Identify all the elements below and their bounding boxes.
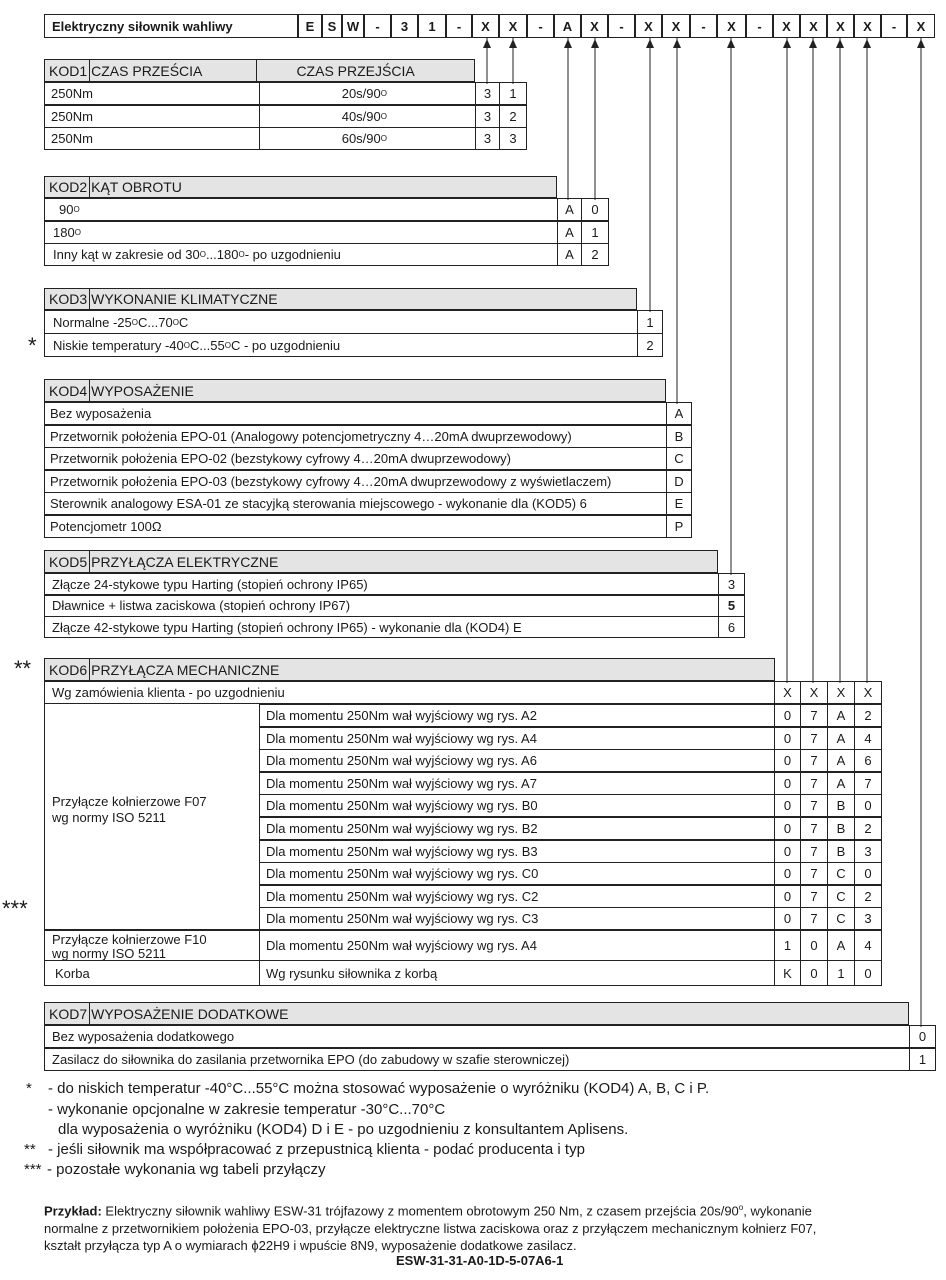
kod-code: KOD7 <box>45 1003 90 1024</box>
example-text: , wykonanie <box>743 1203 812 1219</box>
note-text: - do niskich temperatur -40°C...55°C można stosować wyposażenie o wyróżniku (KOD4) A, B, C i P. <box>48 1080 710 1097</box>
note-mark: * <box>26 1080 32 1097</box>
note-text: dla wyposażenia o wyróżniku (KOD4) D i E - po uzgodnieniu z konsultantem Aplisens. <box>58 1121 629 1138</box>
kod1-code-cell: 3 <box>475 127 500 150</box>
kod1-code-cell: 2 <box>499 105 527 128</box>
code-cell: X <box>854 14 881 38</box>
kod6-code-cell: X <box>854 681 882 704</box>
kod6-code-cell: C <box>827 907 855 930</box>
arrow-head <box>809 39 817 48</box>
note-mark: *** <box>24 1161 42 1178</box>
kod6-code-cell: 0 <box>774 727 801 750</box>
kod-code: KOD1 <box>45 60 90 81</box>
code-cell: S <box>322 14 342 38</box>
kod6-code-cell: 0 <box>774 907 801 930</box>
degree-sup: O <box>199 250 206 259</box>
arrow-head <box>564 39 572 48</box>
kod1-code-cell: 3 <box>499 127 527 150</box>
kod-header-title: PRZYŁĄCZA MECHANICZNE <box>91 661 280 678</box>
kod4-row: Potencjometr 100Ω <box>44 515 667 538</box>
kod6-f07-row: Dla momentu 250Nm wał wyjściowy wg rys. A7 <box>259 772 775 795</box>
kod4-row: Przetwornik położenia EPO-02 (bezstykowy cyfrowy 4…20mA dwuprzewodowy) <box>44 447 667 470</box>
kod6-code-cell: X <box>827 681 855 704</box>
kod6-code-cell: A <box>827 727 855 750</box>
kod7-row: Zasilacz do siłownika do zasilania przetwornika EPO (do zabudowy w szafie sterowniczej) <box>44 1048 910 1071</box>
kod4-code-cell: P <box>666 515 692 538</box>
code-cell: - <box>527 14 554 38</box>
kod6-code-cell: 1 <box>774 930 801 961</box>
kod-code: KOD4 <box>45 380 90 401</box>
kod6-f07-row: Dla momentu 250Nm wał wyjściowy wg rys. B2 <box>259 817 775 840</box>
kod2-code-cell: A <box>557 221 582 244</box>
kod3-text: C <box>178 314 189 330</box>
kod1-header-right: CZAS PRZEJŚCIA <box>256 60 474 81</box>
kod6-code-cell: 0 <box>854 960 882 986</box>
code-cell: X <box>499 14 527 38</box>
code-cell: - <box>881 14 907 38</box>
code-cell: X <box>800 14 827 38</box>
time-value: 60s/90 <box>341 131 381 146</box>
degree-sup: O <box>131 317 138 327</box>
kod4-code-cell: B <box>666 425 692 448</box>
example-label: Przykład: <box>44 1203 102 1219</box>
kod7-code-cell: 0 <box>909 1025 936 1048</box>
kod2-text: ...180 <box>205 247 239 262</box>
kod6-code-cell: 6 <box>854 749 882 772</box>
kod6-code-cell: 0 <box>774 772 801 795</box>
kod2-text: - po uzgodnieniu <box>244 247 341 262</box>
kod6-code-cell: 0 <box>774 704 801 727</box>
arrow-head <box>783 39 791 48</box>
example-text: Elektryczny siłownik wahliwy ESW-31 trójfazowy z momentem obrotowym 250 Nm, z czasem przejścia 20s/90 <box>101 1203 739 1219</box>
kod2-code-cell: A <box>557 198 582 221</box>
kod3-text: C...70 <box>138 314 173 330</box>
kod4-row: Przetwornik położenia EPO-03 (bezstykowy cyfrowy 4…20mA dwuprzewodowy z wyświetlaczem) <box>44 470 667 493</box>
kod-header-title: WYPOSAŻENIE DODATKOWE <box>91 1005 289 1022</box>
kod6-code-cell: 4 <box>854 727 882 750</box>
degree-sup: O <box>224 340 231 350</box>
kod2-text: 180 <box>53 224 75 240</box>
note-text: - wykonanie opcjonalne w zakresie temperatur -30°C...70°C <box>48 1101 446 1118</box>
kod6-code-cell: A <box>827 772 855 795</box>
f07-label-2: wg normy ISO 5211 <box>52 810 166 825</box>
f07-label-1: Przyłącze kołnierzowe F07 <box>52 794 207 809</box>
kod1-torque: 250Nm <box>44 82 260 105</box>
code-cell: E <box>298 14 322 38</box>
kod5-row: Złącze 42-stykowe typu Harting (stopień ochrony IP65) - wykonanie dla (KOD4) E <box>44 616 719 638</box>
kod6-code-cell: X <box>774 681 801 704</box>
kod4-code-cell: C <box>666 447 692 470</box>
kod6-f07-row: Dla momentu 250Nm wał wyjściowy wg rys. B0 <box>259 794 775 817</box>
kod-code: KOD2 <box>45 177 90 197</box>
kod6-f10-row: Dla momentu 250Nm wał wyjściowy wg rys. A4 <box>259 930 775 961</box>
kod7-code-cell: 1 <box>909 1048 936 1071</box>
degree-sup: O <box>238 250 245 259</box>
kod1-torque: 250Nm <box>44 127 260 150</box>
example-code: ESW-31-31-A0-1D-5-07A6-1 <box>396 1253 564 1268</box>
kod6-code-cell: 0 <box>774 749 801 772</box>
code-cell: X <box>907 14 935 38</box>
product-title: Elektryczny siłownik wahliwy <box>52 19 233 34</box>
code-cell: - <box>608 14 635 38</box>
kod1-code-cell: 3 <box>475 105 500 128</box>
kod6-code-cell: 3 <box>854 840 882 863</box>
kod6-f07-row: Dla momentu 250Nm wał wyjściowy wg rys. B3 <box>259 840 775 863</box>
kod6-korba-row: Wg rysunku siłownika z korbą <box>259 960 775 986</box>
kod6-code-cell: 0 <box>800 930 828 961</box>
kod6-code-cell: 0 <box>854 794 882 817</box>
kod4-code-cell: D <box>666 470 692 493</box>
kod2-code-cell: 1 <box>581 221 609 244</box>
korba-label: Korba <box>44 960 260 986</box>
kod6-code-cell: A <box>827 749 855 772</box>
degree-sup: o <box>738 1203 744 1212</box>
note-text: - pozostałe wykonania wg tabeli przyłączy <box>47 1161 326 1178</box>
kod6-f07-row: Dla momentu 250Nm wał wyjściowy wg rys. C3 <box>259 907 775 930</box>
kod1-torque: 250Nm <box>44 105 260 128</box>
code-cell: - <box>746 14 773 38</box>
code-cell: X <box>472 14 499 38</box>
arrow-head <box>646 39 654 48</box>
arrow-head <box>591 39 599 48</box>
kod6-code-cell: 0 <box>774 885 801 908</box>
kod1-code-cell: 1 <box>499 82 527 105</box>
degree-sup: O <box>380 89 387 98</box>
code-cell: X <box>717 14 746 38</box>
arrow-head <box>509 39 517 48</box>
code-cell: X <box>662 14 690 38</box>
code-cell: - <box>364 14 391 38</box>
kod2-code-cell: 0 <box>581 198 609 221</box>
code-cell: A <box>554 14 581 38</box>
kod5-row: Dławnice + listwa zaciskowa (stopień ochrony IP67) <box>44 595 719 617</box>
degree-sup: O <box>172 317 179 327</box>
degree-sup: O <box>380 134 387 143</box>
kod6-code-cell: 7 <box>800 840 828 863</box>
kod6-f07-row: Dla momentu 250Nm wał wyjściowy wg rys. A6 <box>259 749 775 772</box>
kod6-code-cell: 0 <box>774 840 801 863</box>
code-cell: X <box>581 14 608 38</box>
arrow-head <box>483 39 491 48</box>
note-text: - jeśli siłownik ma współpracować z przepustnicą klienta - podać producenta i typ <box>48 1141 585 1158</box>
kod6-code-cell: 0 <box>854 862 882 885</box>
degree-sup: O <box>183 340 191 350</box>
kod6-code-cell: 2 <box>854 704 882 727</box>
kod1-header-left: CZAS PRZEŚCIA <box>91 62 203 79</box>
kod4-row: Bez wyposażenia <box>44 402 667 425</box>
kod6-code-cell: 7 <box>800 817 828 840</box>
kod6-code-cell: 7 <box>800 907 828 930</box>
kod3-text: C - po uzgodnieniu <box>230 337 341 353</box>
kod6-code-cell: C <box>827 885 855 908</box>
kod5-code-cell: 3 <box>718 573 745 595</box>
kod-header-title: KĄT OBROTU <box>91 179 182 195</box>
arrow-head <box>836 39 844 48</box>
kod3-text: Niskie temperatury -40 <box>53 337 184 353</box>
arrow-head <box>727 39 735 48</box>
code-cell: W <box>342 14 364 38</box>
kod6-f07-row: Dla momentu 250Nm wał wyjściowy wg rys. A2 <box>259 704 775 727</box>
kod2-code-cell: 2 <box>581 243 609 266</box>
kod-header-title: WYKONANIE KLIMATYCZNE <box>91 291 278 307</box>
time-value: 20s/90 <box>341 86 381 101</box>
code-cell: X <box>635 14 662 38</box>
kod6-code-cell: 7 <box>800 727 828 750</box>
kod6-first-row: Wg zamówienia klienta - po uzgodnieniu <box>44 681 775 704</box>
arrow-head <box>917 39 925 48</box>
example-line-2: normalne z przetwornikiem położenia EPO-03, przyłącze elektryczne listwa zaciskowa oraz z przyłączem mechanicznym kołnierz F07, <box>44 1221 817 1236</box>
note-mark: ** <box>24 1141 36 1158</box>
kod5-row: Złącze 24-stykowe typu Harting (stopień ochrony IP65) <box>44 573 719 595</box>
kod3-code-cell: 2 <box>637 333 663 357</box>
kod3-code-cell: 1 <box>637 310 663 334</box>
kod6-code-cell: 2 <box>854 885 882 908</box>
code-cell: X <box>773 14 800 38</box>
code-cell: - <box>446 14 472 38</box>
kod-code: KOD5 <box>45 551 90 572</box>
kod6-code-cell: 0 <box>774 817 801 840</box>
kod6-code-cell: A <box>827 930 855 961</box>
kod4-code-cell: E <box>666 492 692 515</box>
kod-code: KOD6 <box>45 659 90 680</box>
kod2-text: Inny kąt w zakresie od 30 <box>53 247 200 262</box>
arrow-head <box>673 39 681 48</box>
example-line-3: kształt przyłącza typ A o wymiarach ϕ22H9 i wpuście 8N9, wyposażenie dodatkowe zasilacz. <box>44 1238 577 1253</box>
f10-label-2: wg normy ISO 5211 <box>52 946 166 961</box>
code-cell: 3 <box>391 14 418 38</box>
kod6-code-cell: 7 <box>800 862 828 885</box>
kod6-code-cell: B <box>827 794 855 817</box>
kod2-text: 90 <box>59 202 74 217</box>
kod6-code-cell: 2 <box>854 817 882 840</box>
kod6-code-cell: 7 <box>800 749 828 772</box>
f10-label-1: Przyłącze kołnierzowe F10 <box>52 932 207 947</box>
degree-sup: O <box>380 111 387 121</box>
kod6-code-cell: B <box>827 817 855 840</box>
degree-sup: O <box>73 205 80 214</box>
kod2-code-cell: A <box>557 243 582 266</box>
kod6-code-cell: 4 <box>854 930 882 961</box>
kod3-text: Normalne -25 <box>53 314 132 330</box>
code-cell: - <box>690 14 717 38</box>
kod6-code-cell: 0 <box>774 862 801 885</box>
kod6-code-cell: K <box>774 960 801 986</box>
kod6-f07-row: Dla momentu 250Nm wał wyjściowy wg rys. C0 <box>259 862 775 885</box>
kod6-code-cell: B <box>827 840 855 863</box>
kod6-code-cell: 7 <box>854 772 882 795</box>
time-value: 40s/90 <box>341 108 381 124</box>
kod6-code-cell: 3 <box>854 907 882 930</box>
kod1-code-cell: 3 <box>475 82 500 105</box>
kod7-row: Bez wyposażenia dodatkowego <box>44 1025 910 1048</box>
kod6-code-cell: 1 <box>827 960 855 986</box>
kod6-star: ** <box>14 656 32 681</box>
kod6-side-star: *** <box>2 896 28 921</box>
kod6-code-cell: 7 <box>800 772 828 795</box>
kod6-code-cell: 7 <box>800 704 828 727</box>
kod5-code-cell: 6 <box>718 616 745 638</box>
kod6-code-cell: 7 <box>800 794 828 817</box>
kod3-text: C...55 <box>190 337 225 353</box>
kod6-code-cell: X <box>800 681 828 704</box>
code-cell: 1 <box>418 14 446 38</box>
degree-sup: O <box>74 227 81 237</box>
kod6-f07-row: Dla momentu 250Nm wał wyjściowy wg rys. A4 <box>259 727 775 750</box>
kod6-code-cell: C <box>827 862 855 885</box>
kod4-row: Przetwornik położenia EPO-01 (Analogowy potencjometryczny 4…20mA dwuprzewodowy) <box>44 425 667 448</box>
kod3-star: * <box>28 333 37 358</box>
kod4-code-cell: A <box>666 402 692 425</box>
kod-header-title: WYPOSAŻENIE <box>91 382 194 399</box>
kod6-f07-row: Dla momentu 250Nm wał wyjściowy wg rys. C2 <box>259 885 775 908</box>
kod6-code-cell: A <box>827 704 855 727</box>
kod-code: KOD3 <box>45 289 90 309</box>
kod6-code-cell: 0 <box>774 794 801 817</box>
kod6-code-cell: 7 <box>800 885 828 908</box>
kod6-code-cell: 0 <box>800 960 828 986</box>
arrow-head <box>863 39 871 48</box>
kod5-code-cell: 5 <box>718 595 745 617</box>
kod4-row: Sterownik analogowy ESA-01 ze stacyjką sterowania miejscowego - wykonanie dla (KOD5) 6 <box>44 492 667 515</box>
code-cell: X <box>827 14 854 38</box>
kod-header-title: PRZYŁĄCZA ELEKTRYCZNE <box>91 553 279 570</box>
